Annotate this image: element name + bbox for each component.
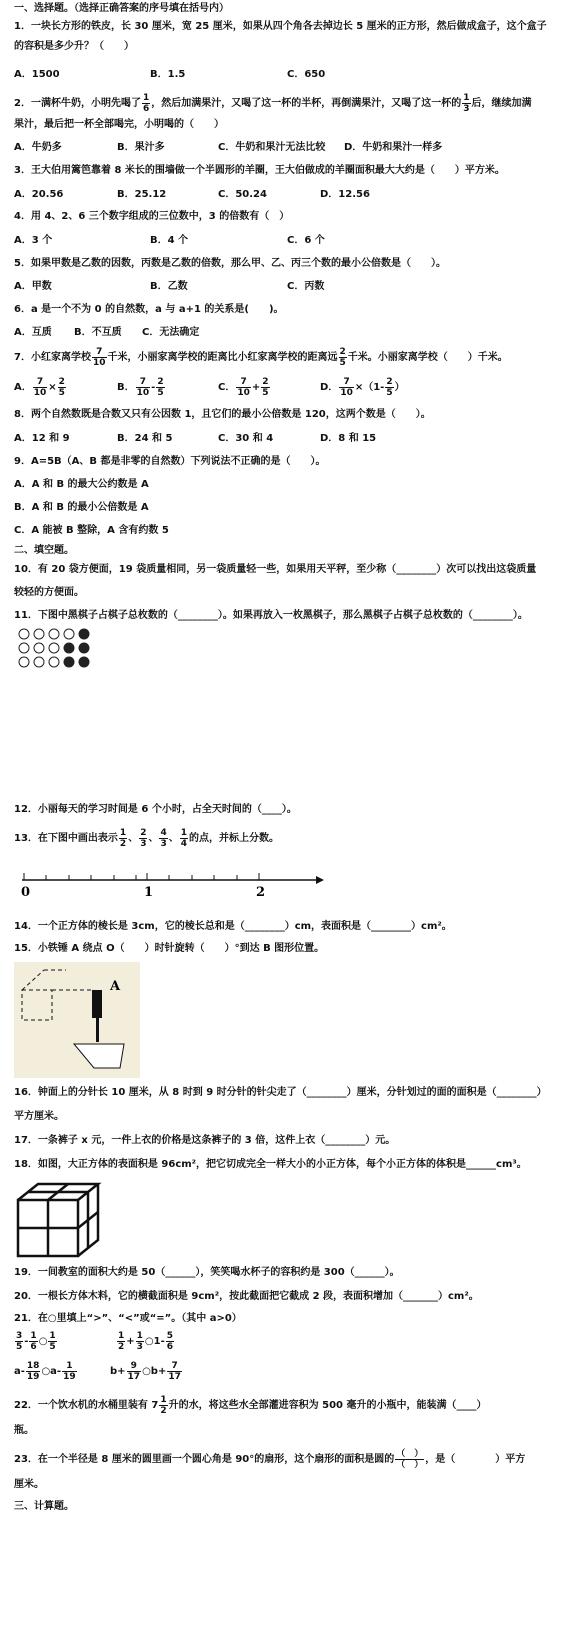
q5-option-c: C．丙数 (287, 281, 325, 292)
q21-expr-4: b+ $\frac{9}{17}$ ○b+ $\frac{7}{17}$ (110, 1360, 181, 1382)
q18-stem: 18．如图，大正方体的表面积是 96cm²，把它切成完全一样大小的小正方体，每个小正方体的体积是______cm³。 (14, 1159, 527, 1170)
q1-stem: 1．一块长方形的铁皮，长 30 厘米，宽 25 厘米，如果从四个角各去掉边长 5 厘米的正方形，然后做成盒子，这个盒子 (14, 21, 547, 32)
q5-stem: 5．如果甲数是乙数的因数，丙数是乙数的倍数，那么甲、乙、丙三个数的最小公倍数是（ ）。 (14, 258, 446, 269)
q4-stem: 4．用 4、2、6 三个数字组成的三位数中，3 的倍数有（ ） (14, 211, 290, 222)
q19-stem: 19．一间教室的面积大约是 50（______），笑笑喝水杯子的容积约是 300（______）。 (14, 1267, 400, 1278)
q5-option-b: B．乙数 (150, 281, 188, 292)
q22-stem: 22．一个饮水机的水桶里装有 7 $\frac{1}{2}$ 升的水，将这些水全部灌进容积为 500 毫升的小瓶中，能装满（____） (14, 1394, 487, 1416)
q1-option-c: C．650 (287, 69, 326, 80)
q2-stem: 2．一满杯牛奶，小明先喝了 $\frac{1}{6}$ ，然后加满果汁，又喝了这一杯的半杯，再倒满果汁，又喝了这一杯的 $\frac{1}{3}$ 后，继续加满 (14, 92, 532, 114)
q14-stem: 14．一个正方体的棱长是 3cm，它的棱长总和是（________）cm，表面积是（________）cm²。 (14, 921, 452, 932)
q3-option-d: D．12.56 (320, 189, 370, 200)
hammer-rotation-figure (14, 962, 140, 1078)
tick-label-1: 1 (144, 885, 154, 900)
q15-stem: 15．小铁锤 A 绕点 O（ ）时针旋转（ ）°到达 B 图形位置。 (14, 943, 325, 954)
q4-option-a: A．3 个 (14, 235, 53, 246)
q8-option-b: B．24 和 5 (117, 433, 173, 444)
q9-option-b: B．A 和 B 的最小公倍数是 A (14, 502, 149, 513)
q7-fraction-1: $\frac{7}{10}$ (92, 346, 106, 368)
hammer-a-handle (96, 1018, 99, 1042)
number-line-ticks (24, 873, 259, 880)
q8-option-a: A．12 和 9 (14, 433, 70, 444)
q1-option-b: B．1.5 (150, 69, 186, 80)
piece-grid (19, 629, 89, 667)
section-calc-heading: 三、计算题。 (14, 1501, 74, 1512)
cube-lines (18, 1184, 98, 1256)
q21-stem: 21．在○里填上“>”、“<”或“=”。（其中 a>0） (14, 1313, 242, 1324)
q3-stem: 3．王大伯用篱笆靠着 8 米长的围墙做一个半圆形的羊圈，王大伯做成的羊圈面积最大大约是（ ）平方米。 (14, 165, 505, 176)
tick-label-0: 0 (21, 885, 31, 900)
q8-stem: 8．两个自然数既是合数又只有公因数 1，且它们的最小公倍数是 120，这两个数是（ ）。 (14, 409, 431, 420)
tick-label-2: 2 (256, 885, 266, 900)
q2-fraction-2: $\frac{1}{3}$ (463, 92, 470, 114)
q7-option-b: B． $\frac{7}{10}$ - $\frac{2}{5}$ (117, 376, 164, 398)
q5-option-a: A．甲数 (14, 281, 52, 292)
cube-figure (16, 1180, 104, 1260)
q21-expr-2: $\frac{1}{2}$ + $\frac{1}{3}$ ○1- $\frac{5}{6}$ (118, 1330, 174, 1352)
q9-option-a: A．A 和 B 的最大公约数是 A (14, 479, 149, 490)
q13-stem: 13．在下图中画出表示 $\frac{1}{2}$ 、 $\frac{2}{3}$ 、 $\frac{4}{3}$ 、 $\frac{1}{4}$ 的点，并标上分数。 (14, 827, 279, 849)
number-line-arrow (316, 876, 324, 884)
q6-stem: 6．a 是一个不为 0 的自然数，a 与 a+1 的关系是( )。 (14, 304, 284, 315)
q3-option-b: B．25.12 (117, 189, 167, 200)
q10-stem: 10．有 20 袋方便面，19 袋质量相同，另一袋质量轻一些，如果用天平秤，至少称（________）次可以找出这袋质量 (14, 564, 537, 575)
q7-stem: 7．小红家离学校 $\frac{7}{10}$ 千米，小丽家离学校的距离比小红家离学校的距离远 $\frac{2}{5}$ 千米。小丽家离学校（ ）千米。 (14, 346, 508, 368)
q2-fraction-1: $\frac{1}{6}$ (142, 92, 150, 114)
q2-option-a: A．牛奶多 (14, 142, 62, 153)
q6-option-a: A．互质 (14, 327, 52, 338)
q7-option-a: A． $\frac{7}{10}$ × $\frac{2}{5}$ (14, 376, 65, 398)
q9-stem: 9．A=5B（A、B 都是非零的自然数）下列说法不正确的是（ ）。 (14, 456, 326, 467)
q8-option-d: D．8 和 15 (320, 433, 377, 444)
q17-stem: 17．一条裤子 x 元，一件上衣的价格是这条裤子的 3 倍，这件上衣（________）元。 (14, 1135, 396, 1146)
chess-pieces-figure (18, 627, 100, 671)
q21-expr-3: a- $\frac{18}{19}$ ○a- $\frac{1}{19}$ (14, 1360, 76, 1382)
q9-option-c: C．A 能被 B 整除，A 含有约数 5 (14, 525, 169, 536)
section-choice-heading: 一、选择题。（选择正确答案的序号填在括号内） (14, 3, 229, 14)
number-line-figure (16, 860, 328, 902)
q4-option-c: C．6 个 (287, 235, 325, 246)
q11-stem: 11．下图中黑棋子占棋子总枚数的（________）。如果再放入一枚黑棋子，那么黑棋子占棋子总枚数的（________）。 (14, 610, 528, 621)
q23-stem: 23．在一个半径是 8 厘米的圆里画一个圆心角是 90°的扇形，这个扇形的面积是圆的 $\frac{( )}{( )}$ ，是（ ）平方 (14, 1448, 526, 1470)
q21-expr-1: $\frac{3}{5}$ - $\frac{1}{6}$ ○ $\frac{1}{5}$ (16, 1330, 56, 1352)
q2-stem-cont: 果汁，最后把一杯全部喝完，小明喝的（ ） (14, 119, 224, 130)
q3-option-a: A．20.56 (14, 189, 64, 200)
q1-stem-cont: 的容积是多少升？（ ） (14, 41, 134, 52)
q20-stem: 20．一根长方体木料，它的横截面积是 9cm²，按此截面把它截成 2 段，表面积增加（_______）cm²。 (14, 1291, 479, 1302)
q2-option-d: D．牛奶和果汁一样多 (344, 142, 443, 153)
q7-option-c: C． $\frac{7}{10}$ + $\frac{2}{5}$ (218, 376, 269, 398)
q16-stem-cont: 平方厘米。 (14, 1111, 64, 1122)
q6-option-b: B．不互质 (74, 327, 122, 338)
q4-option-b: B．4 个 (150, 235, 189, 246)
q16-stem: 16．钟面上的分针长 10 厘米，从 8 时到 9 时分针的针尖走了（________）厘米，分针划过的面的面积是（________） (14, 1087, 547, 1098)
q12-stem: 12．小丽每天的学习时间是 6 个小时，占全天时间的（____）。 (14, 804, 297, 815)
q2-option-c: C．牛奶和果汁无法比较 (218, 142, 326, 153)
section-fill-heading: 二、填空题。 (14, 545, 74, 556)
q22-stem-cont: 瓶。 (14, 1425, 34, 1436)
q3-option-c: C．50.24 (218, 189, 267, 200)
q7-fraction-2: $\frac{2}{5}$ (339, 346, 346, 368)
q6-option-c: C．无法确定 (142, 327, 200, 338)
q8-option-c: C．30 和 4 (218, 433, 274, 444)
q23-stem-cont: 厘米。 (14, 1479, 44, 1490)
q7-option-d: D． $\frac{7}{10}$ ×（1- $\frac{2}{5}$ ） (320, 376, 405, 398)
label-a: A (110, 979, 121, 994)
q10-stem-cont: 较轻的方便面。 (14, 587, 84, 598)
hammer-a-head (92, 990, 102, 1018)
q2-option-b: B．果汁多 (117, 142, 165, 153)
q1-option-a: A．1500 (14, 69, 60, 80)
